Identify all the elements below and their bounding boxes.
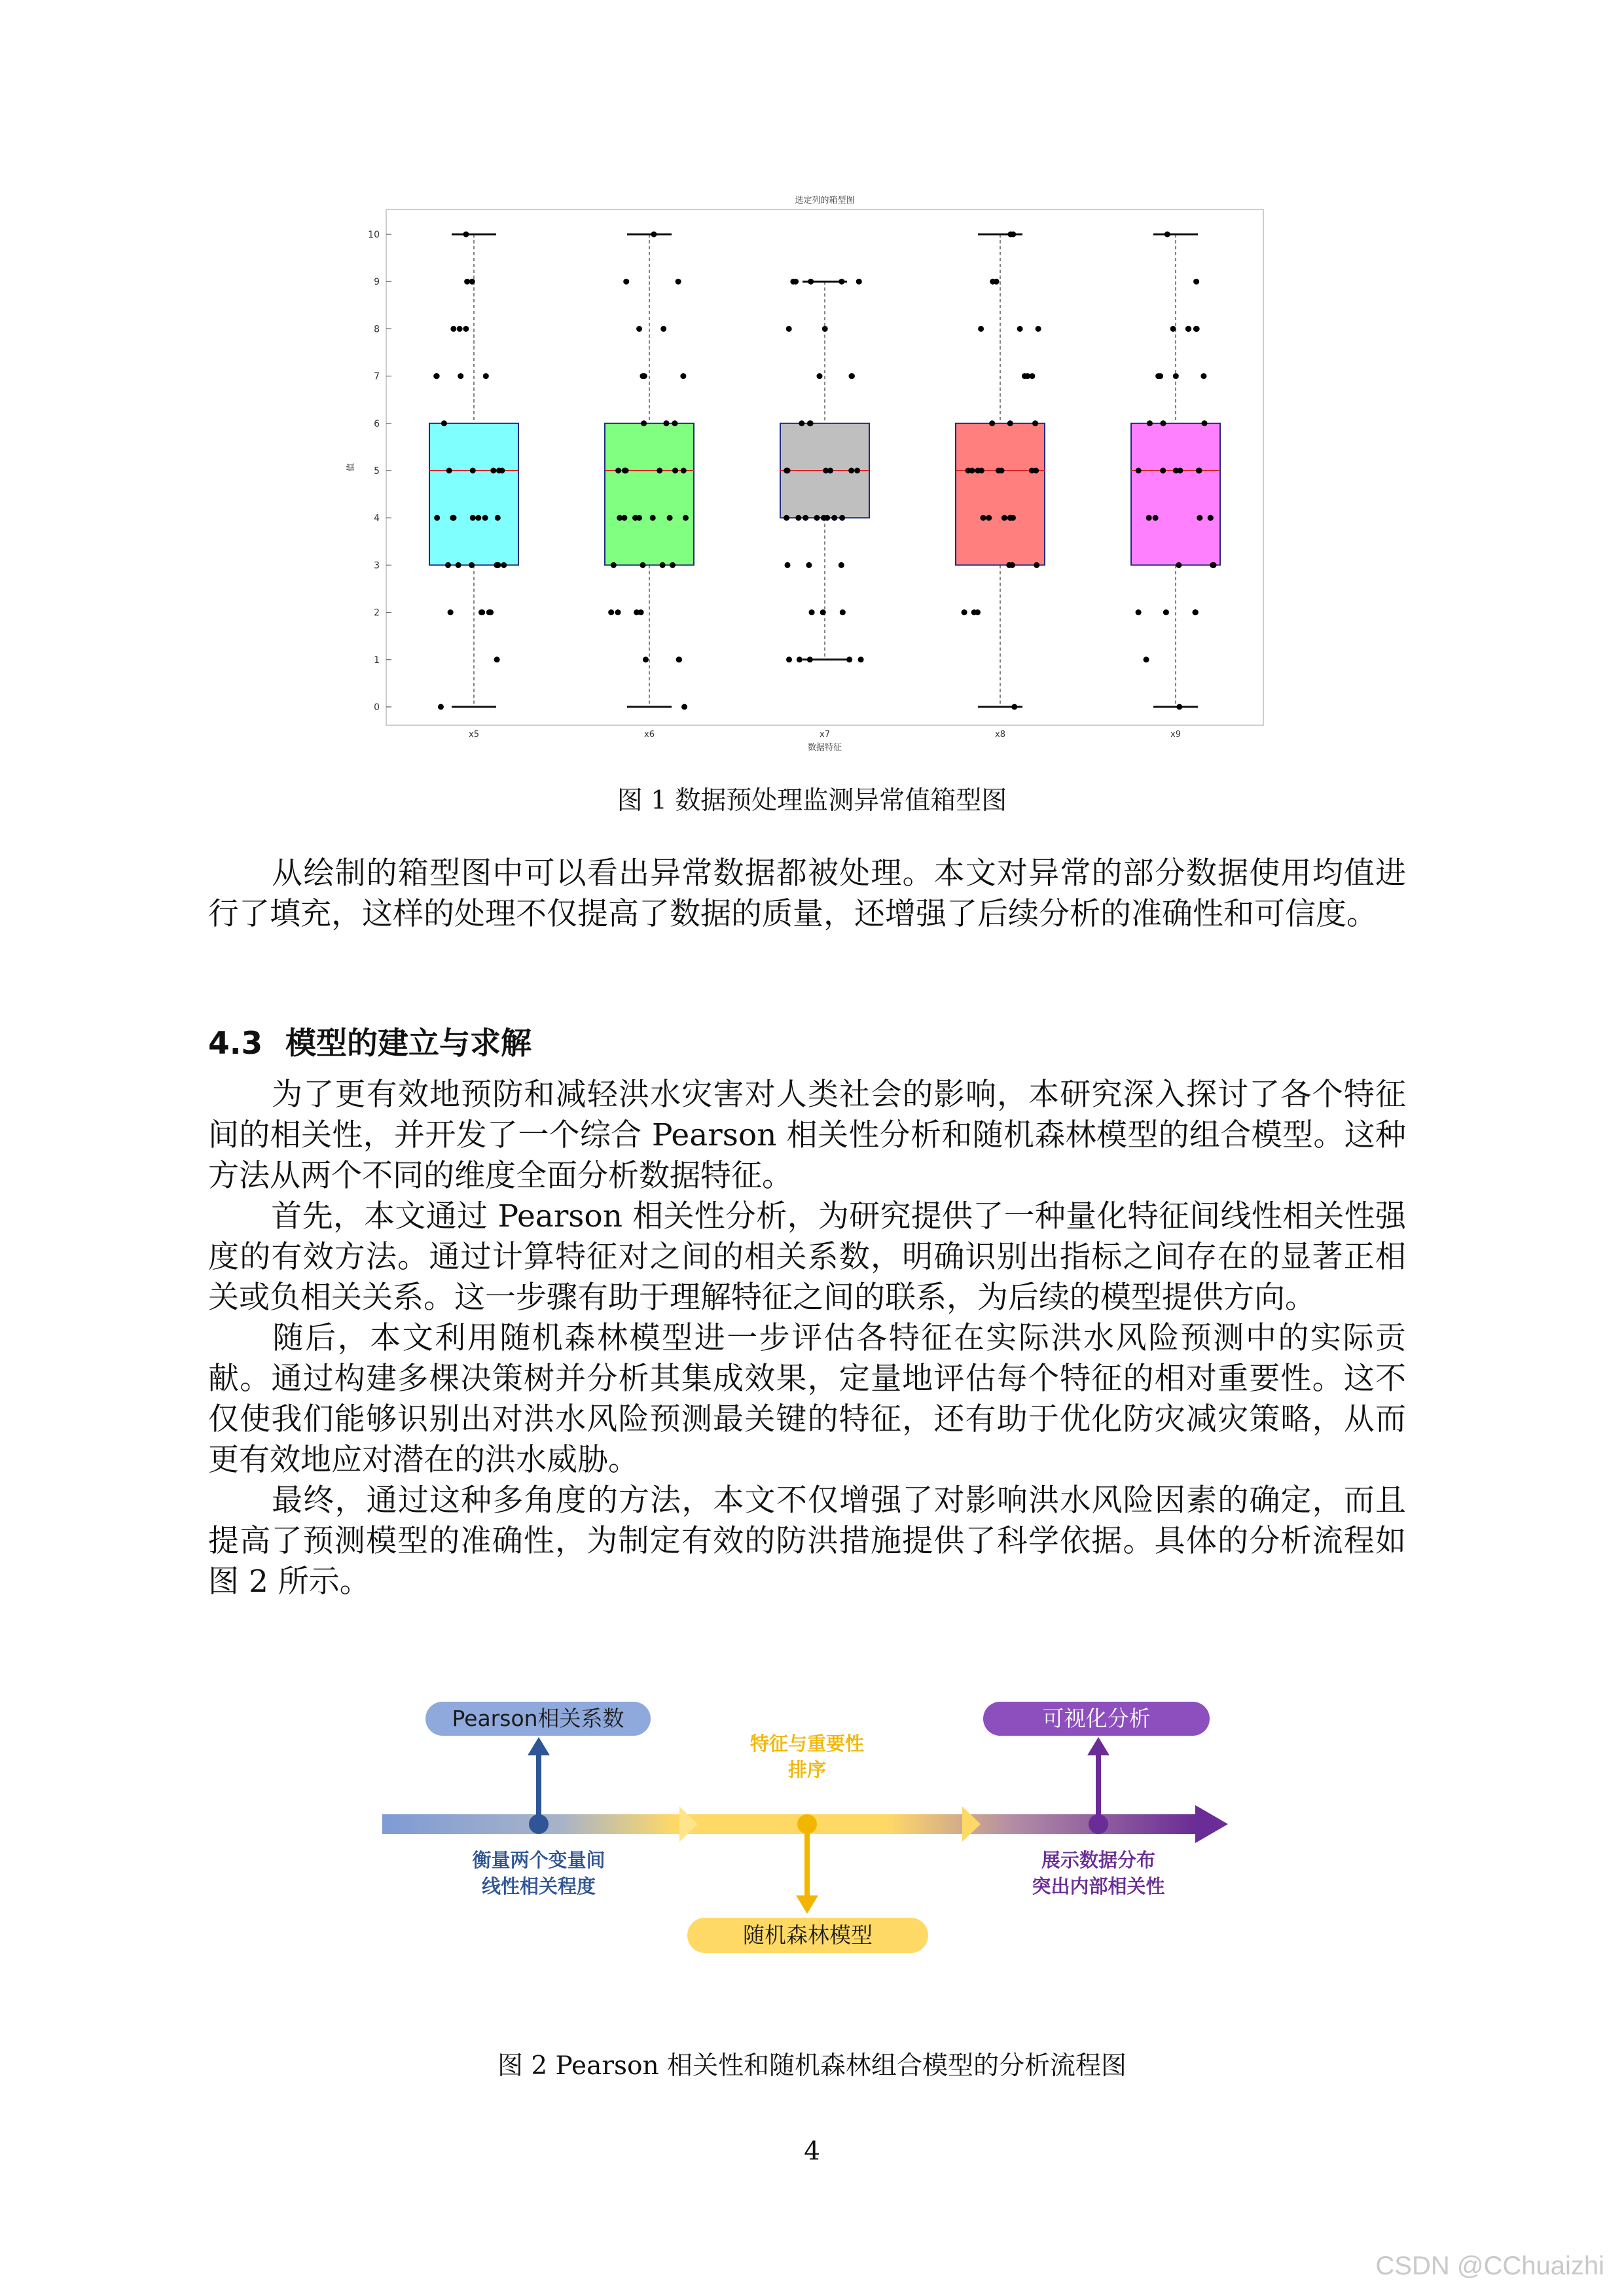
box-x8	[956, 423, 1045, 565]
data-point	[660, 562, 666, 568]
data-point	[660, 326, 666, 332]
data-point	[1034, 562, 1039, 568]
data-point	[856, 279, 862, 285]
measure-label-line2: 线性相关程度	[481, 1875, 596, 1897]
data-point	[1009, 562, 1015, 568]
data-point	[475, 515, 481, 521]
data-point	[1010, 515, 1016, 521]
paragraph-conclusion: 最终，通过这种多角度的方法，本文不仅增强了对影响洪水风险因素的确定，而且提高了预测模型的准确性，为制定有效的防洪措施提供了科学依据。具体的分析流程如图 2 所示。	[208, 1482, 1406, 1600]
data-point	[965, 468, 971, 474]
data-point	[1201, 420, 1207, 426]
data-point	[803, 515, 808, 521]
data-point	[840, 609, 846, 615]
data-point	[1146, 515, 1152, 521]
data-point	[1176, 562, 1182, 568]
data-point	[490, 468, 496, 474]
chevron-right-icon	[962, 1806, 981, 1842]
data-point	[1193, 609, 1199, 615]
data-point	[457, 326, 463, 332]
box-x9	[1131, 423, 1220, 565]
y-tick-label: 4	[374, 513, 380, 524]
data-point	[501, 562, 507, 568]
data-point	[483, 373, 489, 379]
arrow-down-icon	[796, 1895, 818, 1914]
data-point	[623, 279, 629, 285]
data-point	[971, 609, 977, 615]
data-point	[1011, 704, 1017, 710]
data-point	[496, 468, 502, 474]
data-point	[1164, 232, 1170, 238]
data-point	[672, 420, 677, 426]
data-point	[854, 468, 860, 474]
data-point	[1177, 468, 1183, 474]
data-point	[608, 609, 614, 615]
show-label-line1: 展示数据分布	[1041, 1849, 1156, 1871]
chevron-right-icon	[679, 1806, 698, 1842]
data-point	[817, 373, 823, 379]
data-point	[786, 326, 792, 332]
section-heading	[208, 1019, 532, 1063]
data-point	[676, 279, 681, 285]
data-point	[450, 326, 456, 332]
show-label-line2: 突出内部相关性	[1032, 1875, 1165, 1897]
paragraph-intro: 为了更有效地预防和减轻洪水灾害对人类社会的影响，本研究深入探讨了各个特征间的相关性，并开发了一个综合 Pearson 相关性分析和随机森林模型的组合模型。这种方法从两个不同的维度全面分析数据特征。	[208, 1077, 1406, 1194]
data-point	[1001, 515, 1007, 521]
y-tick-label: 6	[374, 418, 380, 429]
data-point	[1033, 468, 1039, 474]
flow-band	[382, 1814, 1197, 1834]
boxplot-chart	[340, 183, 1283, 766]
data-point	[824, 515, 830, 521]
y-tick-label: 5	[374, 466, 380, 476]
y-axis-label: 值	[346, 463, 356, 472]
data-point	[1147, 420, 1153, 426]
data-point	[657, 468, 662, 474]
data-point	[1208, 515, 1214, 521]
data-point	[1211, 562, 1217, 568]
data-point	[456, 562, 461, 568]
data-point	[446, 468, 452, 474]
data-point	[1032, 420, 1038, 426]
importance-label-line1: 特征与重要性	[749, 1732, 865, 1755]
arrow-up-icon	[528, 1737, 550, 1755]
data-point	[820, 609, 826, 615]
data-point	[615, 609, 621, 615]
paragraph-pearson: 首先，本文通过 Pearson 相关性分析，为研究提供了一种量化特征间线性相关性强度的有效方法。通过计算特征对之间的相关系数，明确识别出指标之间存在的显著正相关或负相关关系。这一步骤有助于理解特征之间的联系，为后续的模型提供方向。	[208, 1198, 1406, 1316]
data-point	[1022, 373, 1028, 379]
data-point	[1029, 373, 1035, 379]
data-point	[786, 656, 792, 662]
box-x6	[605, 423, 694, 565]
data-point	[1144, 656, 1149, 662]
node-importance	[797, 1814, 817, 1834]
y-tick-label: 7	[374, 371, 380, 382]
data-point	[962, 609, 967, 615]
data-point	[996, 468, 1001, 474]
x-tick-label: x9	[1170, 730, 1181, 740]
data-point	[680, 373, 686, 379]
data-point	[1160, 420, 1166, 426]
paragraph-boxplot-summary: 从绘制的箱型图中可以看出异常数据都被处理。本文对异常的部分数据使用均值进行了填充，这样的处理不仅提高了数据的质量，还增强了后续分析的准确性和可信度。	[208, 855, 1406, 932]
data-point	[1136, 468, 1142, 474]
data-point	[1173, 373, 1179, 379]
data-point	[848, 373, 854, 379]
data-point	[1036, 326, 1041, 332]
data-point	[848, 468, 854, 474]
data-point	[1194, 326, 1200, 332]
page-number: 4	[804, 2137, 820, 2166]
data-point	[450, 515, 456, 521]
x-tick-label: x6	[644, 730, 655, 740]
data-point	[486, 609, 492, 615]
data-point	[814, 515, 820, 521]
data-point	[470, 468, 476, 474]
data-point	[470, 515, 476, 521]
data-point	[858, 656, 864, 662]
data-point	[822, 326, 828, 332]
importance-label-line2: 排序	[787, 1759, 827, 1781]
data-point	[683, 515, 689, 521]
y-tick-label: 2	[374, 607, 380, 619]
data-point	[979, 468, 984, 474]
data-point	[433, 373, 439, 379]
data-point	[839, 515, 845, 521]
pill-pearson-label: Pearson相关系数	[452, 1706, 624, 1731]
data-point	[479, 609, 485, 615]
data-point	[978, 326, 984, 332]
data-point	[986, 515, 992, 521]
data-point	[1185, 326, 1191, 332]
data-point	[823, 468, 829, 474]
data-point	[494, 656, 500, 662]
section-title: 模型的建立与求解	[285, 1026, 532, 1062]
x-axis-label: 数据特征	[807, 743, 842, 753]
node-pearson	[529, 1814, 549, 1834]
data-point	[809, 609, 815, 615]
box-x5	[429, 423, 518, 565]
y-tick-label: 8	[374, 324, 380, 335]
y-tick-label: 0	[374, 702, 380, 713]
figure-2-caption: 图 2 Pearson 相关性和随机森林组合模型的分析流程图	[497, 2051, 1127, 2081]
data-point	[990, 279, 996, 285]
data-point	[651, 232, 657, 238]
data-point	[438, 704, 444, 710]
y-tick-label: 10	[368, 230, 380, 240]
data-point	[636, 326, 642, 332]
data-point	[672, 468, 678, 474]
data-point	[839, 279, 844, 285]
paragraph-random-forest: 随后，本文利用随机森林模型进一步评估各特征在实际洪水风险预测中的实际贡献。通过构建多棵决策树并分析其集成效果，定量地评估每个特征的相对重要性。这不仅使我们能够识别出对洪水风险预测最关键的特征，还有助于优化防灾减灾策略，从而更有效地应对潜在的洪水威胁。	[208, 1320, 1406, 1478]
data-point	[640, 562, 646, 568]
data-point	[632, 515, 638, 521]
data-point	[482, 515, 488, 521]
data-point	[1196, 468, 1202, 474]
pill-visual-label: 可视化分析	[1042, 1706, 1151, 1731]
data-point	[458, 373, 463, 379]
data-point	[681, 704, 687, 710]
data-point	[663, 420, 669, 426]
data-point	[1176, 704, 1182, 710]
data-point	[807, 656, 813, 662]
data-point	[808, 279, 814, 285]
data-point	[1017, 326, 1023, 332]
data-point	[1136, 609, 1142, 615]
data-point	[615, 468, 621, 474]
data-point	[846, 656, 852, 662]
data-point	[463, 232, 469, 238]
data-point	[806, 562, 812, 568]
x-tick-label: x7	[820, 730, 830, 740]
data-point	[1007, 420, 1013, 426]
data-point	[650, 515, 656, 521]
data-point	[989, 420, 995, 426]
data-point	[640, 373, 645, 379]
data-point	[1200, 373, 1206, 379]
data-point	[463, 326, 469, 332]
data-point	[448, 609, 454, 615]
data-point	[1197, 515, 1202, 521]
data-point	[1193, 279, 1199, 285]
x-tick-label: x8	[995, 730, 1005, 740]
x-tick-label: x5	[469, 730, 479, 740]
measure-label-line1: 衡量两个变量间	[472, 1849, 605, 1871]
chart-title: 选定列的箱型图	[795, 196, 855, 206]
data-point	[643, 656, 649, 662]
y-tick-label: 1	[374, 655, 380, 666]
flow-diagram	[373, 1695, 1250, 1970]
pill-random-forest-label: 随机森林模型	[743, 1922, 873, 1948]
data-point	[797, 656, 803, 662]
data-point	[441, 420, 447, 426]
data-point	[611, 562, 617, 568]
data-point	[667, 515, 673, 521]
arrow-up-icon	[1087, 1737, 1110, 1755]
data-point	[464, 279, 470, 285]
data-point	[808, 420, 814, 426]
data-point	[681, 468, 687, 474]
data-point	[469, 562, 475, 568]
data-point	[1170, 326, 1176, 332]
section-number: 4.3	[208, 1026, 263, 1062]
data-point	[623, 468, 628, 474]
data-point	[790, 279, 796, 285]
data-point	[617, 515, 623, 521]
data-point	[1157, 373, 1163, 379]
data-point	[495, 515, 501, 521]
data-point	[1010, 232, 1016, 238]
data-point	[676, 656, 682, 662]
data-point	[839, 562, 844, 568]
data-point	[634, 609, 640, 615]
arrow-head-icon	[1195, 1805, 1228, 1843]
data-point	[785, 468, 791, 474]
data-point	[1153, 515, 1159, 521]
data-point	[795, 515, 801, 521]
data-point	[1163, 609, 1169, 615]
data-point	[980, 515, 986, 521]
data-point	[670, 562, 676, 568]
y-tick-label: 9	[374, 277, 380, 288]
data-point	[445, 562, 451, 568]
data-point	[434, 515, 440, 521]
data-point	[831, 515, 837, 521]
data-point	[1160, 468, 1166, 474]
watermark: CSDN @CChuaizhi	[1375, 2251, 1604, 2280]
data-point	[641, 420, 647, 426]
y-tick-label: 3	[374, 560, 380, 571]
figure-1-caption: 图 1 数据预处理监测异常值箱型图	[617, 786, 1007, 816]
data-point	[495, 562, 501, 568]
node-visual	[1089, 1814, 1108, 1834]
data-point	[799, 420, 804, 426]
data-point	[784, 515, 789, 521]
data-point	[785, 562, 791, 568]
